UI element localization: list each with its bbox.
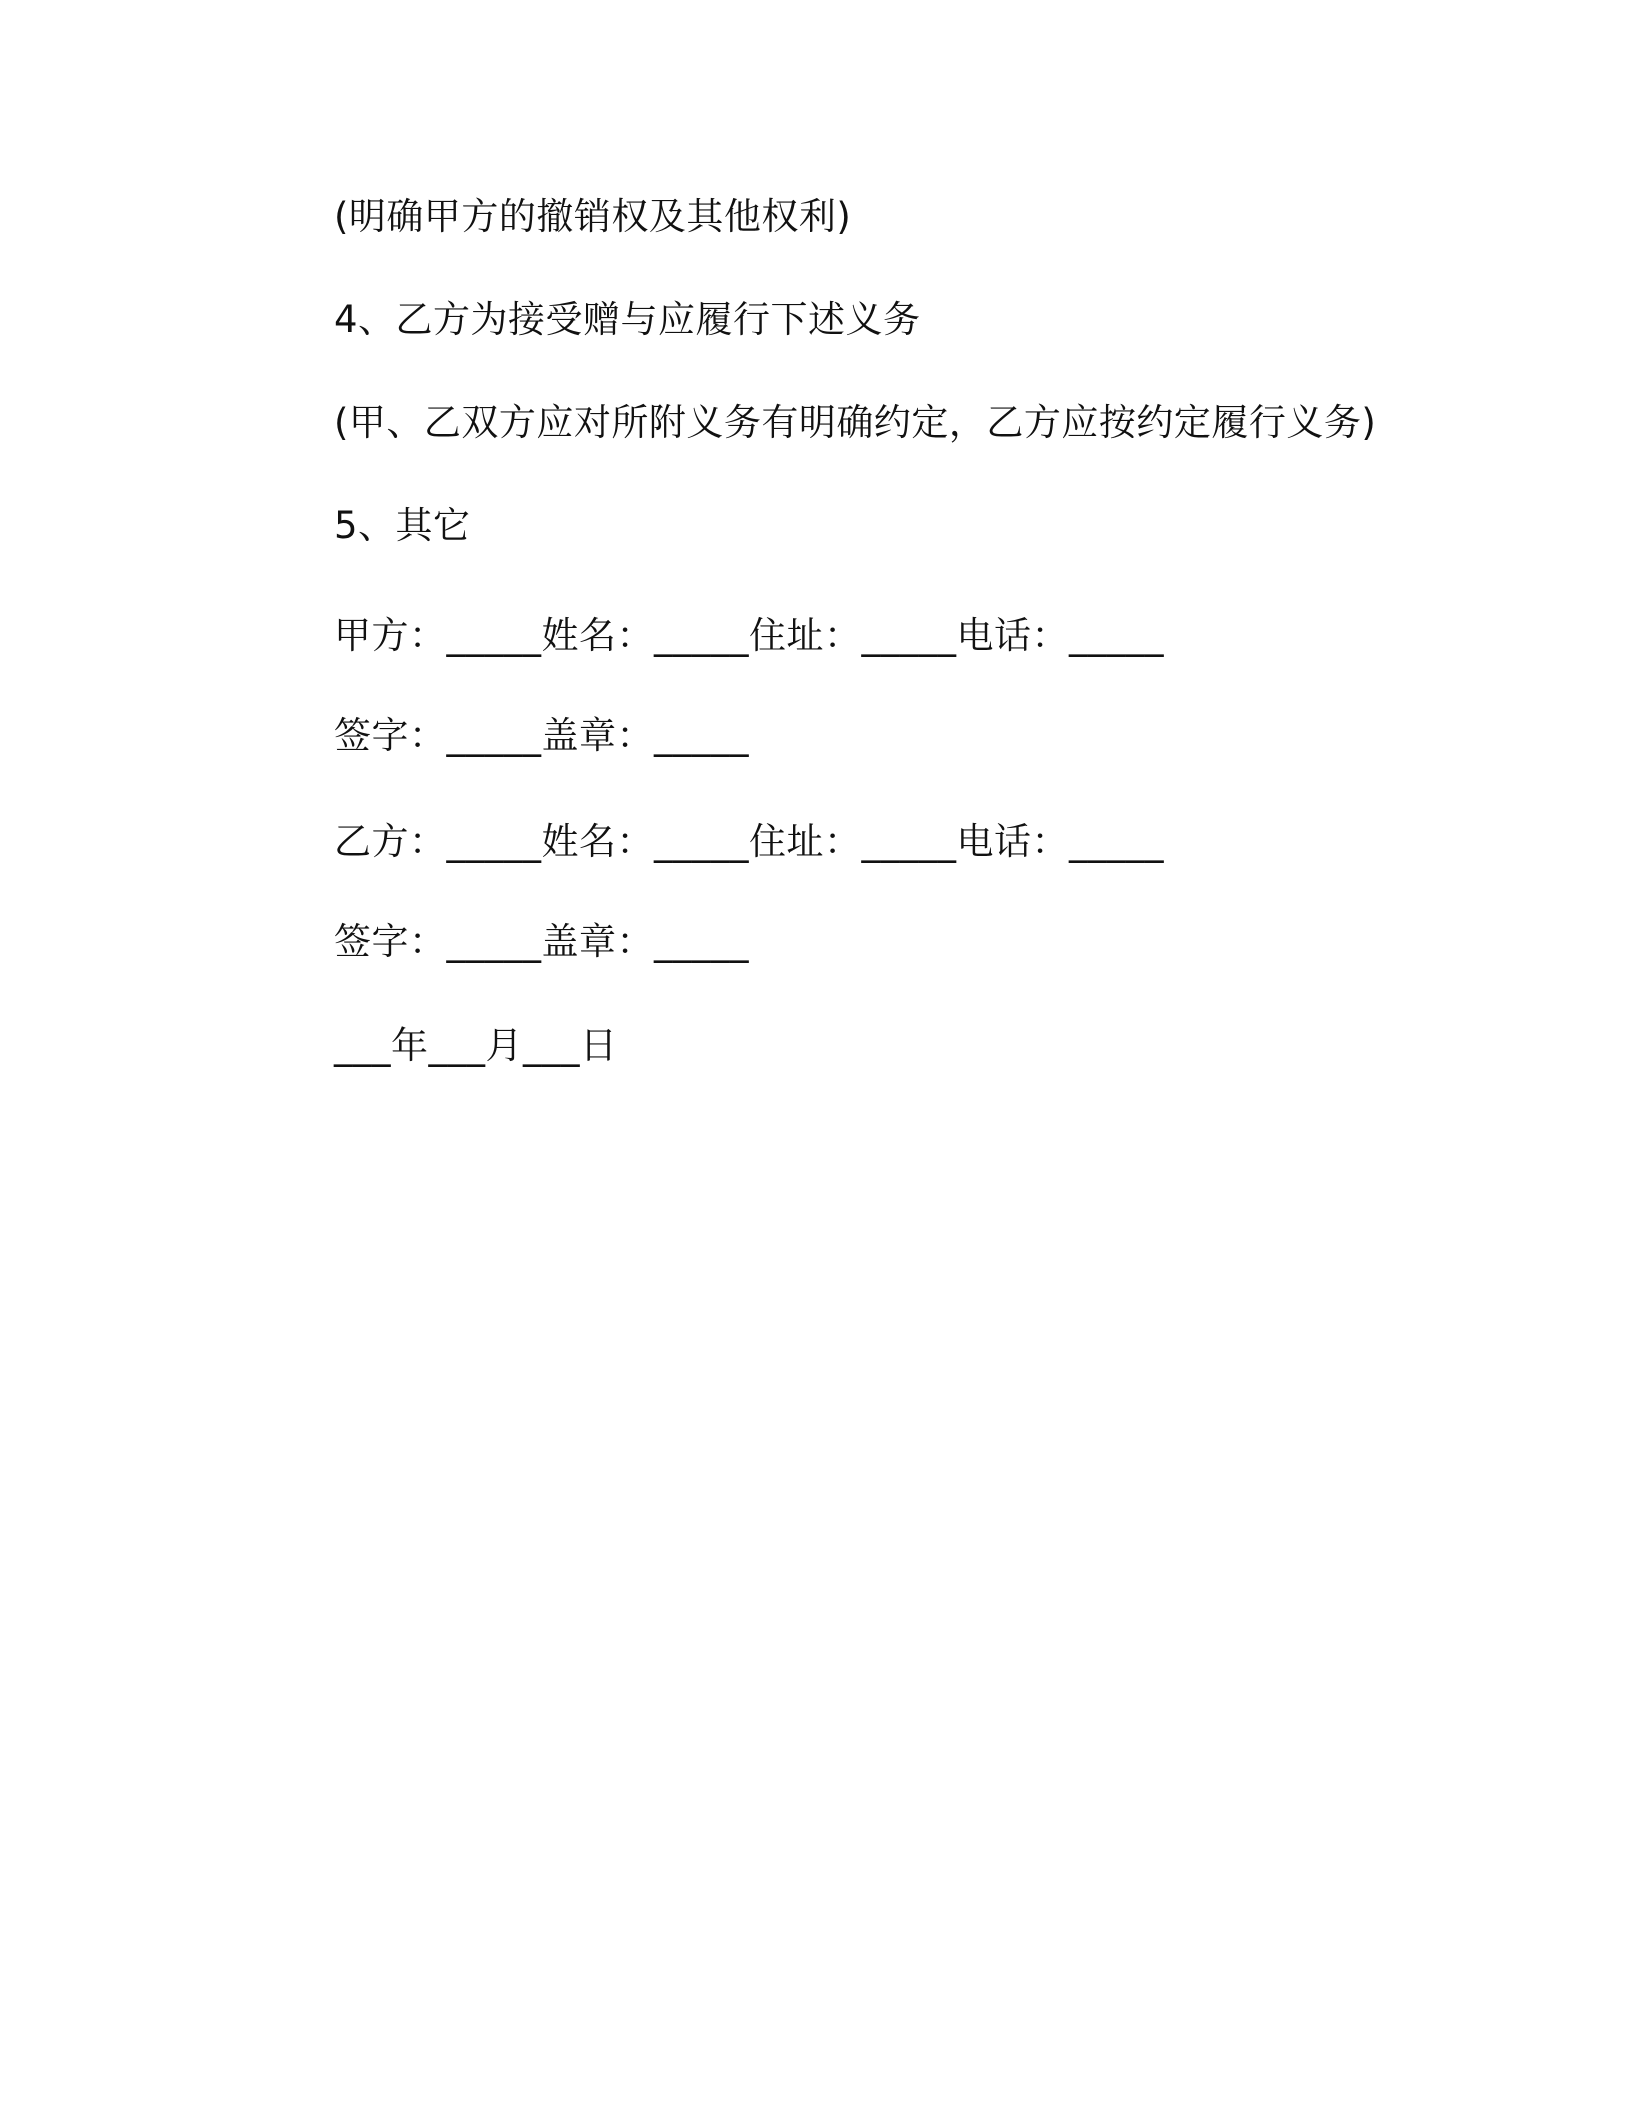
party-b-info-line: 乙方：_____姓名：_____住址：_____电话：_____ (334, 820, 1164, 863)
party-b-signature-line: 签字：_____盖章：_____ (334, 920, 749, 963)
clause-note-obligations: (甲、乙双方应对所附义务有明确约定，乙方应按约定履行义务) (334, 401, 1377, 444)
clause-4-heading: 4、乙方为接受赠与应履行下述义务 (334, 298, 921, 341)
party-a-info-line: 甲方：_____姓名：_____住址：_____电话：_____ (334, 614, 1164, 657)
date-line: ___年___月___日 (334, 1024, 618, 1067)
clause-5-heading: 5、其它 (334, 504, 471, 547)
clause-note-revocation-rights: (明确甲方的撤销权及其他权利) (334, 195, 852, 238)
party-a-signature-line: 签字：_____盖章：_____ (334, 714, 749, 757)
